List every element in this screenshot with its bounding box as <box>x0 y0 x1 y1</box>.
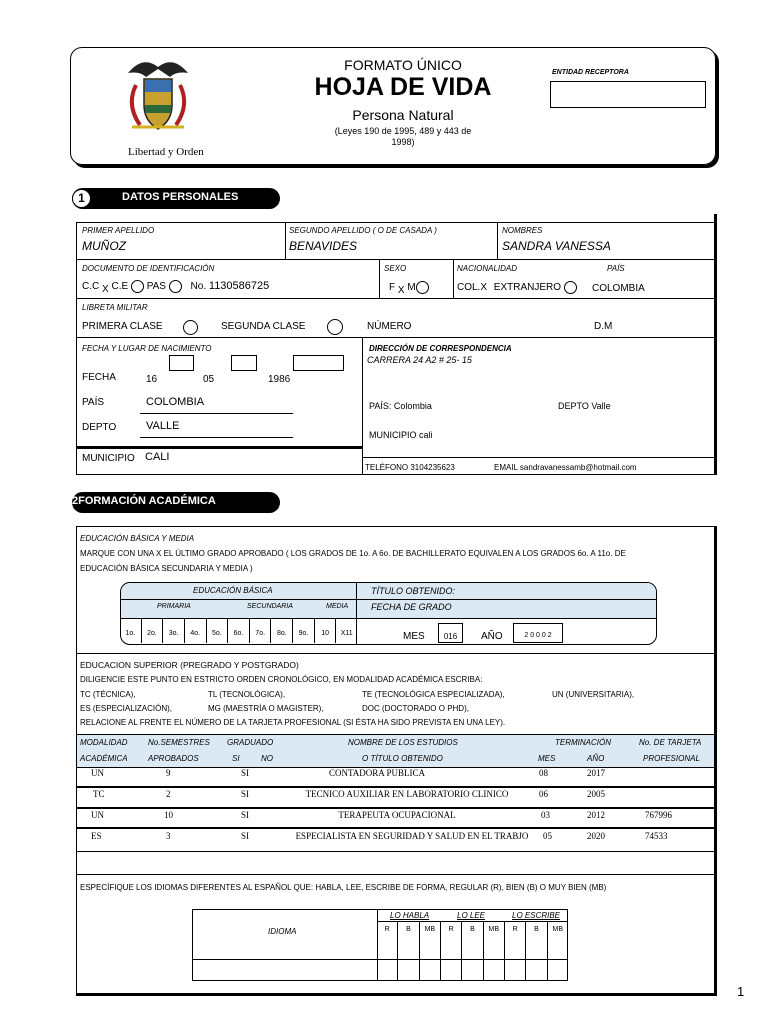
table-row[interactable] <box>77 767 714 787</box>
superior-un: UN (UNIVERSITARIA), <box>552 690 635 699</box>
h-si: SI <box>232 754 240 763</box>
grados-row <box>120 618 357 643</box>
row-modalidad: UN <box>91 768 104 778</box>
level-cell[interactable]: B <box>462 922 483 981</box>
numero-label: NÚMERO <box>367 321 412 332</box>
lo-habla-header: LO HABLA <box>390 911 430 920</box>
superior-line1: DILIGENCIE ESTE PUNTO EN ESTRICTO ORDEN CRONOLÓGICO, EN MODALIDAD ACADÉMICA ESCRIBA: <box>80 675 483 684</box>
superior-title: EDUCACION SUPERIOR (PREGRADO Y POSTGRADO) <box>80 660 299 670</box>
row-graduado: SI <box>241 768 250 778</box>
grado-cell[interactable]: 10 <box>315 618 337 643</box>
superior-tl: TL (TECNOLÓGICA), <box>208 690 286 699</box>
anio-value[interactable]: 1986 <box>268 374 291 385</box>
level-cell[interactable]: B <box>526 922 547 981</box>
f-label: F <box>389 282 396 294</box>
pais-nac-label: PAÍS <box>82 397 105 408</box>
level-cell[interactable]: MB <box>552 926 564 933</box>
grado-cell[interactable]: 3o. <box>163 618 185 643</box>
logo-caption: Libertad y Orden <box>128 146 204 158</box>
row-mes: 08 <box>539 768 548 778</box>
nacionalidad-row <box>457 281 577 294</box>
section1-title: DATOS PERSONALES <box>122 191 239 203</box>
direccion-label: DIRECCIÓN DE CORRESPONDENCIA <box>369 344 512 353</box>
row-divider <box>76 827 717 829</box>
superior-line4: RELACIONE AL FRENTE EL NÚMERO DE LA TARJETA PROFESIONAL (SI ÉSTA HA SIDO PREVISTA EN UNA LEY). <box>80 718 506 727</box>
h-graduado: GRADUADO <box>227 738 274 747</box>
level-cell[interactable]: R <box>377 922 398 981</box>
grado-cell[interactable]: 1o. <box>120 618 142 643</box>
superior-te: TE (TECNOLÓGICA ESPECIALIZADA), <box>362 690 505 699</box>
ce-label: C.E <box>111 281 129 293</box>
anio-grado-label: AÑO <box>481 631 503 642</box>
depto-corr[interactable]: DEPTO Valle <box>558 401 611 411</box>
titulo-obtenido-label: TÍTULO OBTENIDO: <box>371 586 456 596</box>
primera-clase-radio[interactable] <box>183 320 198 335</box>
telefono[interactable]: TELÉFONO 3104235623 <box>365 463 455 472</box>
table-row[interactable] <box>77 830 714 850</box>
row-nombre: TECNICO AUXILIAR EN LABORATORIO CLINICO <box>305 789 509 799</box>
h-tarjeta: No. DE TARJETA <box>639 738 702 747</box>
mes-value[interactable]: 05 <box>203 374 215 385</box>
fecha-lugar-label: FECHA Y LUGAR DE NACIMIENTO <box>82 344 212 353</box>
row-graduado: SI <box>241 810 250 820</box>
email[interactable]: EMAIL sandravanessamb@hotmail.com <box>494 463 637 472</box>
grado-cell[interactable]: 5o. <box>207 618 229 643</box>
segunda-clase-label: SEGUNDA CLASE <box>221 321 306 332</box>
grado-cell[interactable]: 6o. <box>228 618 250 643</box>
idiomas-text: ESPECÍFIQUE LOS IDIOMAS DIFERENTES AL ESPAÑOL QUE: HABLA, LEE, ESCRIBE DE FORMA, REGULAR (R), BIEN (B) O MUY BIEN (MB) <box>80 883 607 892</box>
section2-title: 2FORMACIÓN ACADÉMICA <box>72 495 216 507</box>
cc-label: C.C <box>82 281 100 293</box>
h-academica: ACADÉMICA <box>80 754 128 763</box>
libreta-label: LIBRETA MILITAR <box>82 303 148 312</box>
row-semestres: 9 <box>166 768 171 778</box>
basica-text1: MARQUE CON UNA X EL ÚLTIMO GRADO APROBADO ( LOS GRADOS DE 1o. A 6o. DE BACHILLERATO EQUIVALEN A LOS GRADOS 6o. A 11o. DE <box>80 549 626 558</box>
municipio-nac-label: MUNICIPIO <box>82 453 135 464</box>
level-cell[interactable]: R <box>505 922 526 981</box>
lo-lee-header: LO LEE <box>457 911 486 920</box>
no-label: No. <box>190 281 207 293</box>
row-divider <box>76 851 717 852</box>
entidad-label: ENTIDAD RECEPTORA <box>552 69 629 76</box>
primera-clase-label: PRIMERA CLASE <box>82 321 163 332</box>
divider <box>76 337 717 338</box>
entidad-receptora-field[interactable] <box>550 81 706 108</box>
nombres-value[interactable]: SANDRA VANESSA <box>502 239 611 253</box>
row-graduado: SI <box>241 789 250 799</box>
divider <box>76 874 717 875</box>
basica-text2: EDUCACIÓN BÁSICA SECUNDARIA Y MEDIA ) <box>80 564 253 573</box>
h-anio: AÑO <box>587 754 605 763</box>
row-nombre: ESPECIALISTA EN SEGURIDAD Y SALUD EN EL TRABJO <box>295 831 529 841</box>
h-profesional: PROFESIONAL <box>643 754 700 763</box>
extranjero-label: EXTRANJERO <box>493 282 562 294</box>
section1-number: 1 <box>72 189 91 208</box>
ce-radio[interactable] <box>131 280 144 293</box>
primer-apellido-value[interactable]: MUÑOZ <box>82 239 126 253</box>
row-modalidad: ES <box>91 831 102 841</box>
row-mes: 06 <box>539 789 548 799</box>
row-semestres: 10 <box>164 810 173 820</box>
dia-value[interactable]: 16 <box>146 374 158 385</box>
row-tarjeta: 767996 <box>645 810 672 820</box>
row-modalidad: UN <box>91 810 104 820</box>
doc-number[interactable]: 1130586725 <box>208 280 270 293</box>
fecha-grado-label: FECHA DE GRADO <box>371 602 452 612</box>
m-label: M <box>407 282 416 294</box>
leyes-line2: 1998) <box>391 137 415 147</box>
leyes-line1: (Leyes 190 de 1995, 489 y 443 de <box>334 126 472 136</box>
grado-cell[interactable]: 7o. <box>250 618 272 643</box>
superior-tc: TC (TÉCNICA), <box>80 690 136 699</box>
pais-label: PAÍS <box>607 264 625 273</box>
municipio-corr[interactable]: MUNICIPIO cali <box>369 430 433 440</box>
primaria-label: PRIMARIA <box>157 603 191 610</box>
level-cell[interactable]: B <box>398 922 419 981</box>
segundo-apellido-value[interactable]: BENAVIDES <box>289 239 358 253</box>
col-mark[interactable]: X <box>480 282 488 294</box>
depto-nac-label: DEPTO <box>82 422 117 433</box>
h-no: NO <box>261 754 273 763</box>
h-aprobados: APROBADOS <box>148 754 199 763</box>
nacionalidad-label: NACIONALIDAD <box>457 264 518 273</box>
row-graduado: SI <box>241 831 250 841</box>
m-radio[interactable] <box>416 281 429 294</box>
h-nsemestres: No.SEMESTRES <box>148 738 210 747</box>
segunda-clase-radio[interactable] <box>327 319 343 335</box>
extranjero-radio[interactable] <box>564 281 577 294</box>
row-nombre: TERAPEUTA OCUPACIONAL <box>338 810 456 820</box>
divider <box>76 653 717 654</box>
row-tarjeta: 74533 <box>645 831 668 841</box>
divider <box>379 259 380 299</box>
row-semestres: 2 <box>166 789 171 799</box>
row-semestres: 3 <box>166 831 171 841</box>
grado-cell[interactable]: 4o. <box>185 618 207 643</box>
mes-grado-label: MES <box>403 631 425 642</box>
row-anio: 2012 <box>587 810 605 820</box>
h-terminacion: TERMINACIÓN <box>555 738 611 747</box>
f-mark[interactable]: X <box>397 285 405 297</box>
anio-grado-box[interactable]: 2 0 0 0 2 <box>513 623 563 643</box>
formato-label: FORMATO ÚNICO <box>344 57 462 73</box>
h-titulo: O TÍTULO OBTENIDO <box>362 754 443 763</box>
divider <box>76 298 717 299</box>
table-row[interactable] <box>77 809 714 829</box>
cc-mark[interactable]: X <box>102 284 109 296</box>
table-row[interactable] <box>77 788 714 808</box>
idioma-header: IDIOMA <box>268 927 297 936</box>
grado-cell[interactable]: 2o. <box>142 618 164 643</box>
h-nombre: NOMBRE DE LOS ESTUDIOS <box>348 738 458 747</box>
doc-type-row <box>82 280 270 296</box>
row-anio: 2020 <box>587 831 605 841</box>
superior-mg: MG (MAESTRÍA O MAGISTER), <box>208 704 324 713</box>
divider <box>453 259 454 299</box>
level-row <box>377 921 568 981</box>
basica-title: EDUCACIÓN BÁSICA Y MEDIA <box>80 534 195 543</box>
nombres-label: NOMBRES <box>502 226 543 235</box>
dm-label: D.M <box>594 321 613 332</box>
h-mes: MES <box>538 754 556 763</box>
sexo-row <box>389 281 429 297</box>
level-cell[interactable]: R <box>441 922 462 981</box>
divider <box>76 259 717 260</box>
mes-grado-box[interactable]: 016 <box>438 623 463 643</box>
depto-nac-line <box>140 437 293 438</box>
row-modalidad: TC <box>93 789 105 799</box>
row-mes: 03 <box>541 810 550 820</box>
fecha-label: FECHA <box>82 372 116 383</box>
pais-nac-value[interactable]: COLOMBIA <box>146 396 205 408</box>
anio-box[interactable] <box>293 355 344 371</box>
pas-label: PAS <box>146 281 166 293</box>
persona-natural: Persona Natural <box>352 107 454 123</box>
grado-cell[interactable]: 9o. <box>293 618 315 643</box>
pais-corr[interactable]: PAÍS: Colombia <box>369 401 432 411</box>
grado-cell[interactable]: 8o. <box>271 618 293 643</box>
pais-nac-line <box>140 413 293 414</box>
page-title: HOJA DE VIDA <box>314 73 492 101</box>
municipio-nac-value[interactable]: CALI <box>145 451 170 463</box>
page-number: 1 <box>737 984 745 999</box>
direccion-value[interactable]: CARRERA 24 A2 # 25- 15 <box>367 355 472 365</box>
pas-radio[interactable] <box>169 280 182 293</box>
coat-of-arms-logo <box>118 55 198 145</box>
superior-doc: DOC (DOCTORADO O PHD), <box>362 704 469 713</box>
grado-cell[interactable]: X11 <box>340 630 353 637</box>
level-cell[interactable]: MB <box>420 922 441 981</box>
col-label: COL. <box>457 282 481 294</box>
primer-apellido-label: PRIMER APELLIDO <box>82 226 155 235</box>
telefono-divider <box>362 457 717 458</box>
sexo-label: SEXO <box>384 264 407 273</box>
doc-label: DOCUMENTO DE IDENTIFICACIÓN <box>82 264 215 273</box>
frame-right-tick <box>714 214 717 224</box>
lo-escribe-header: LO ESCRIBE <box>512 911 561 920</box>
superior-es: ES (ESPECIALIZACIÓN), <box>80 704 173 713</box>
row-anio: 2017 <box>587 768 605 778</box>
secundaria-label: SECUNDARIA <box>247 603 293 610</box>
h-modalidad: MODALIDAD <box>80 738 128 747</box>
row-anio: 2005 <box>587 789 605 799</box>
depto-nac-value[interactable]: VALLE <box>146 420 180 432</box>
segundo-apellido-label: SEGUNDO APELLIDO ( O DE CASADA ) <box>289 226 437 235</box>
pais-value[interactable]: COLOMBIA <box>592 283 645 294</box>
row-mes: 05 <box>543 831 552 841</box>
dia-box[interactable] <box>169 355 194 371</box>
media-label: MEDIA <box>326 603 349 610</box>
divider <box>497 222 498 260</box>
mes-box[interactable] <box>231 355 257 371</box>
divider <box>285 222 286 260</box>
level-cell[interactable]: MB <box>484 922 505 981</box>
edu-basica-label: EDUCACIÓN BÁSICA <box>193 586 273 595</box>
row-nombre: CONTADORA PUBLICA <box>328 768 426 778</box>
